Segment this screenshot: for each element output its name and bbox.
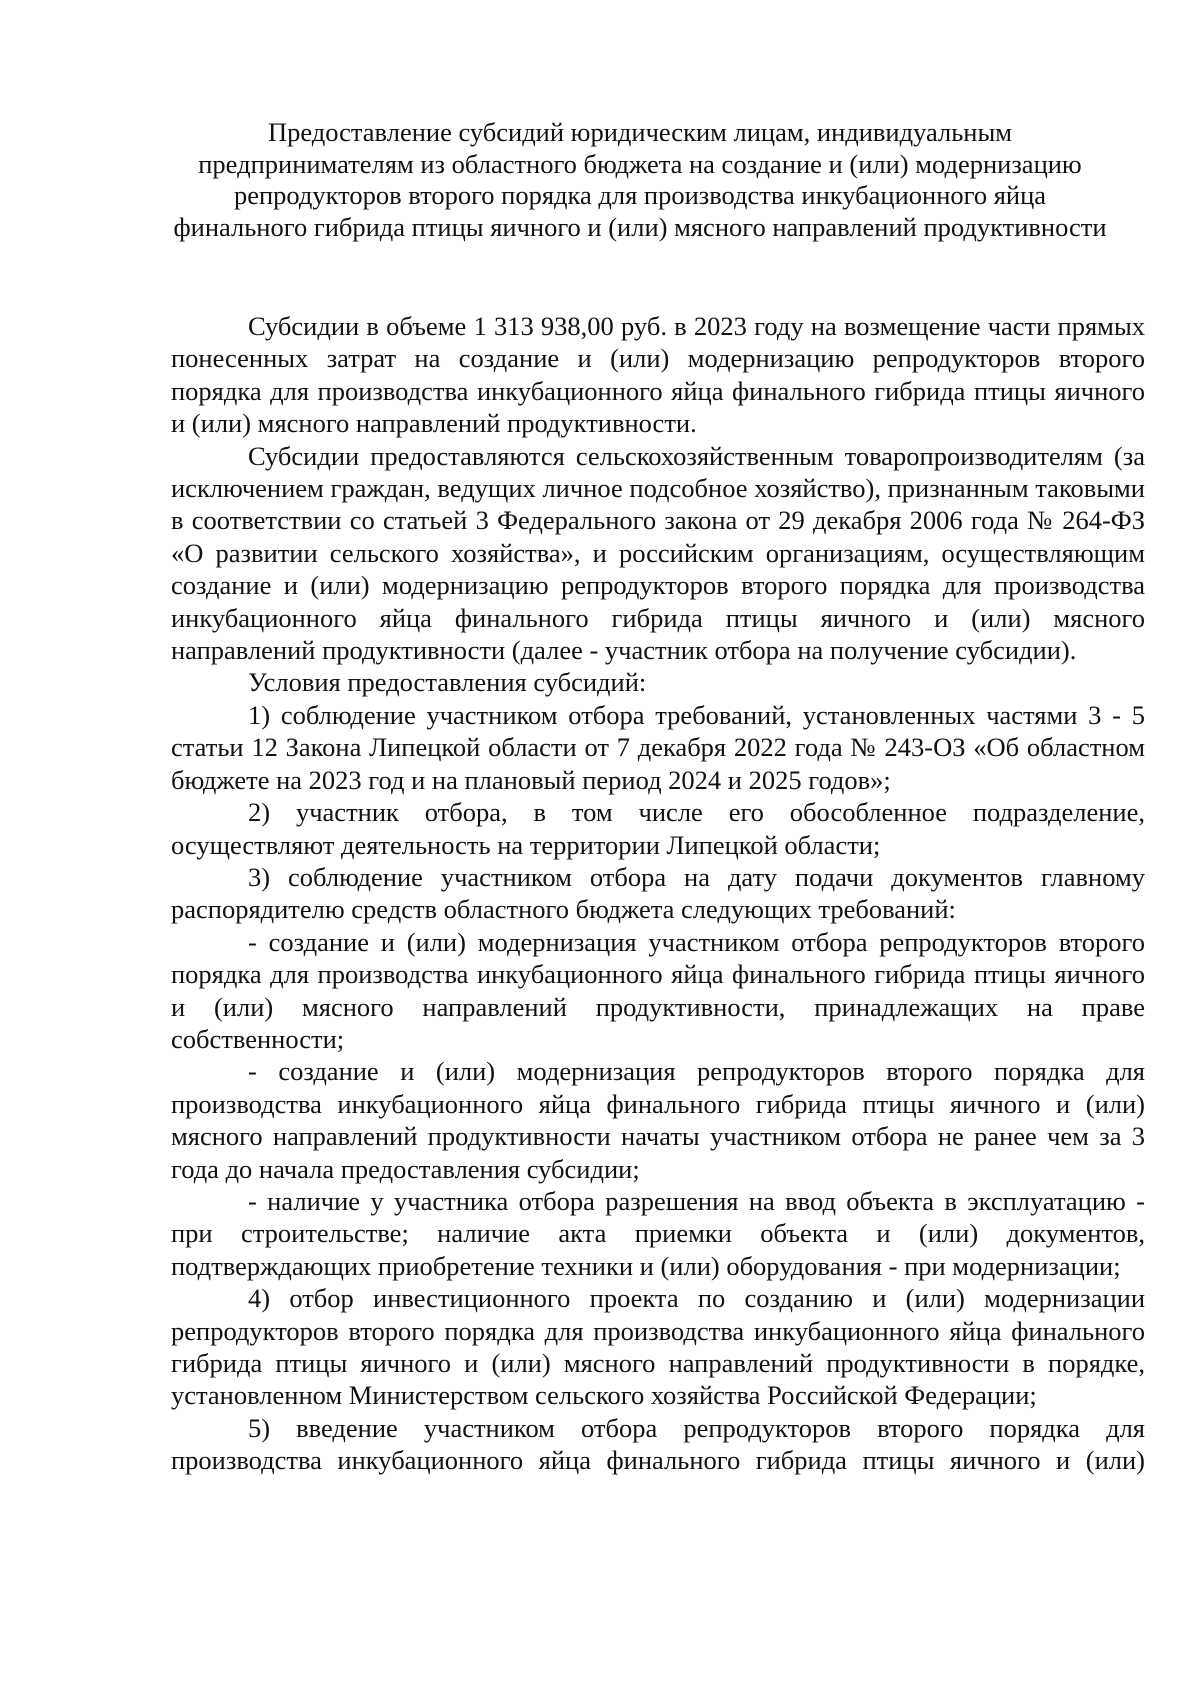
document-title: Предоставление субсидий юридическим лицам, индивидуальным предпринимателям из областного бюджета на создание и (или) модернизацию репродукторов второго порядка для производства инкубационного яйца финального гибрида птицы яичного и (или) мясного направлений продуктивности: [173, 117, 1107, 242]
paragraph-condition-1: 1) соблюдение участником отбора требований, установленных частями 3 - 5 статьи 12 Закона Липецкой области от 7 декабря 2022 года № 243-ОЗ «Об областном бюджете на 2023 год и на плановый период 2024 и 2025 годов»;: [171, 699, 1145, 795]
paragraph-condition-5: 5) введение участником отбора репродукторов второго порядка для производства инкубационного яйца финального гибрида птицы яичного и (или): [171, 1412, 1145, 1476]
paragraph-conditions-heading: Условия предоставления субсидий:: [248, 667, 647, 698]
paragraph-condition-2: 2) участник отбора, в том числе его обособленное подразделение, осуществляют деятельность на территории Липецкой области;: [171, 797, 1145, 860]
document-body: [171, 310, 1145, 1477]
paragraph-requirement-ownership: - создание и (или) модернизация участником отбора репродукторов второго порядка для производства инкубационного яйца финального гибрида птицы яичного и (или) мясного направлений продуктивности, принадлежащих на праве собственности;: [171, 926, 1145, 1054]
paragraph-recipients: Субсидии предоставляются сельскохозяйственным товаропроизводителям (за исключением граждан, ведущих личное подсобное хозяйство), признанным таковыми в соответствии со статьей 3 Федерального закона от 29 декабря 2006 года № 264-ФЗ «О развитии сельского хозяйства», и российским организациям, осуществляющим создание и (или) модернизацию репродукторов второго порядка для производства инкубационного яйца финального гибрида птицы яичного и (или) мясного направлений продуктивности (далее - участник отбора на получение субсидии).: [171, 440, 1145, 666]
paragraph-requirement-start-date: - создание и (или) модернизация репродукторов второго порядка для производства инкубационного яйца финального гибрида птицы яичного и (или) мясного направлений продуктивности начаты участником отбора не ранее чем за 3 года до начала предоставления субсидии;: [171, 1056, 1145, 1184]
paragraph-condition-3: 3) соблюдение участником отбора на дату подачи документов главному распорядителю средств областного бюджета следующих требований:: [171, 861, 1145, 925]
paragraph-requirement-permits: - наличие у участника отбора разрешения на ввод объекта в эксплуатацию - при строительстве; наличие акта приемки объекта и (или) документов, подтверждающих приобретение техники и (или) оборудования - при модернизации;: [171, 1185, 1145, 1281]
paragraph-subsidy-volume: Субсидии в объеме 1 313 938,00 руб. в 2023 году на возмещение части прямых понесенных затрат на создание и (или) модернизацию репродукторов второго порядка для производства инкубационного яйца финального гибрида птицы яичного и (или) мясного направлений продуктивности.: [171, 311, 1145, 439]
paragraph-condition-4: 4) отбор инвестиционного проекта по созданию и (или) модернизации репродукторов второго порядка для производства инкубационного яйца финального гибрида птицы яичного и (или) мясного направлений продуктивности в порядке, установленном Министерством сельского хозяйства Российской Федерации;: [171, 1283, 1145, 1411]
